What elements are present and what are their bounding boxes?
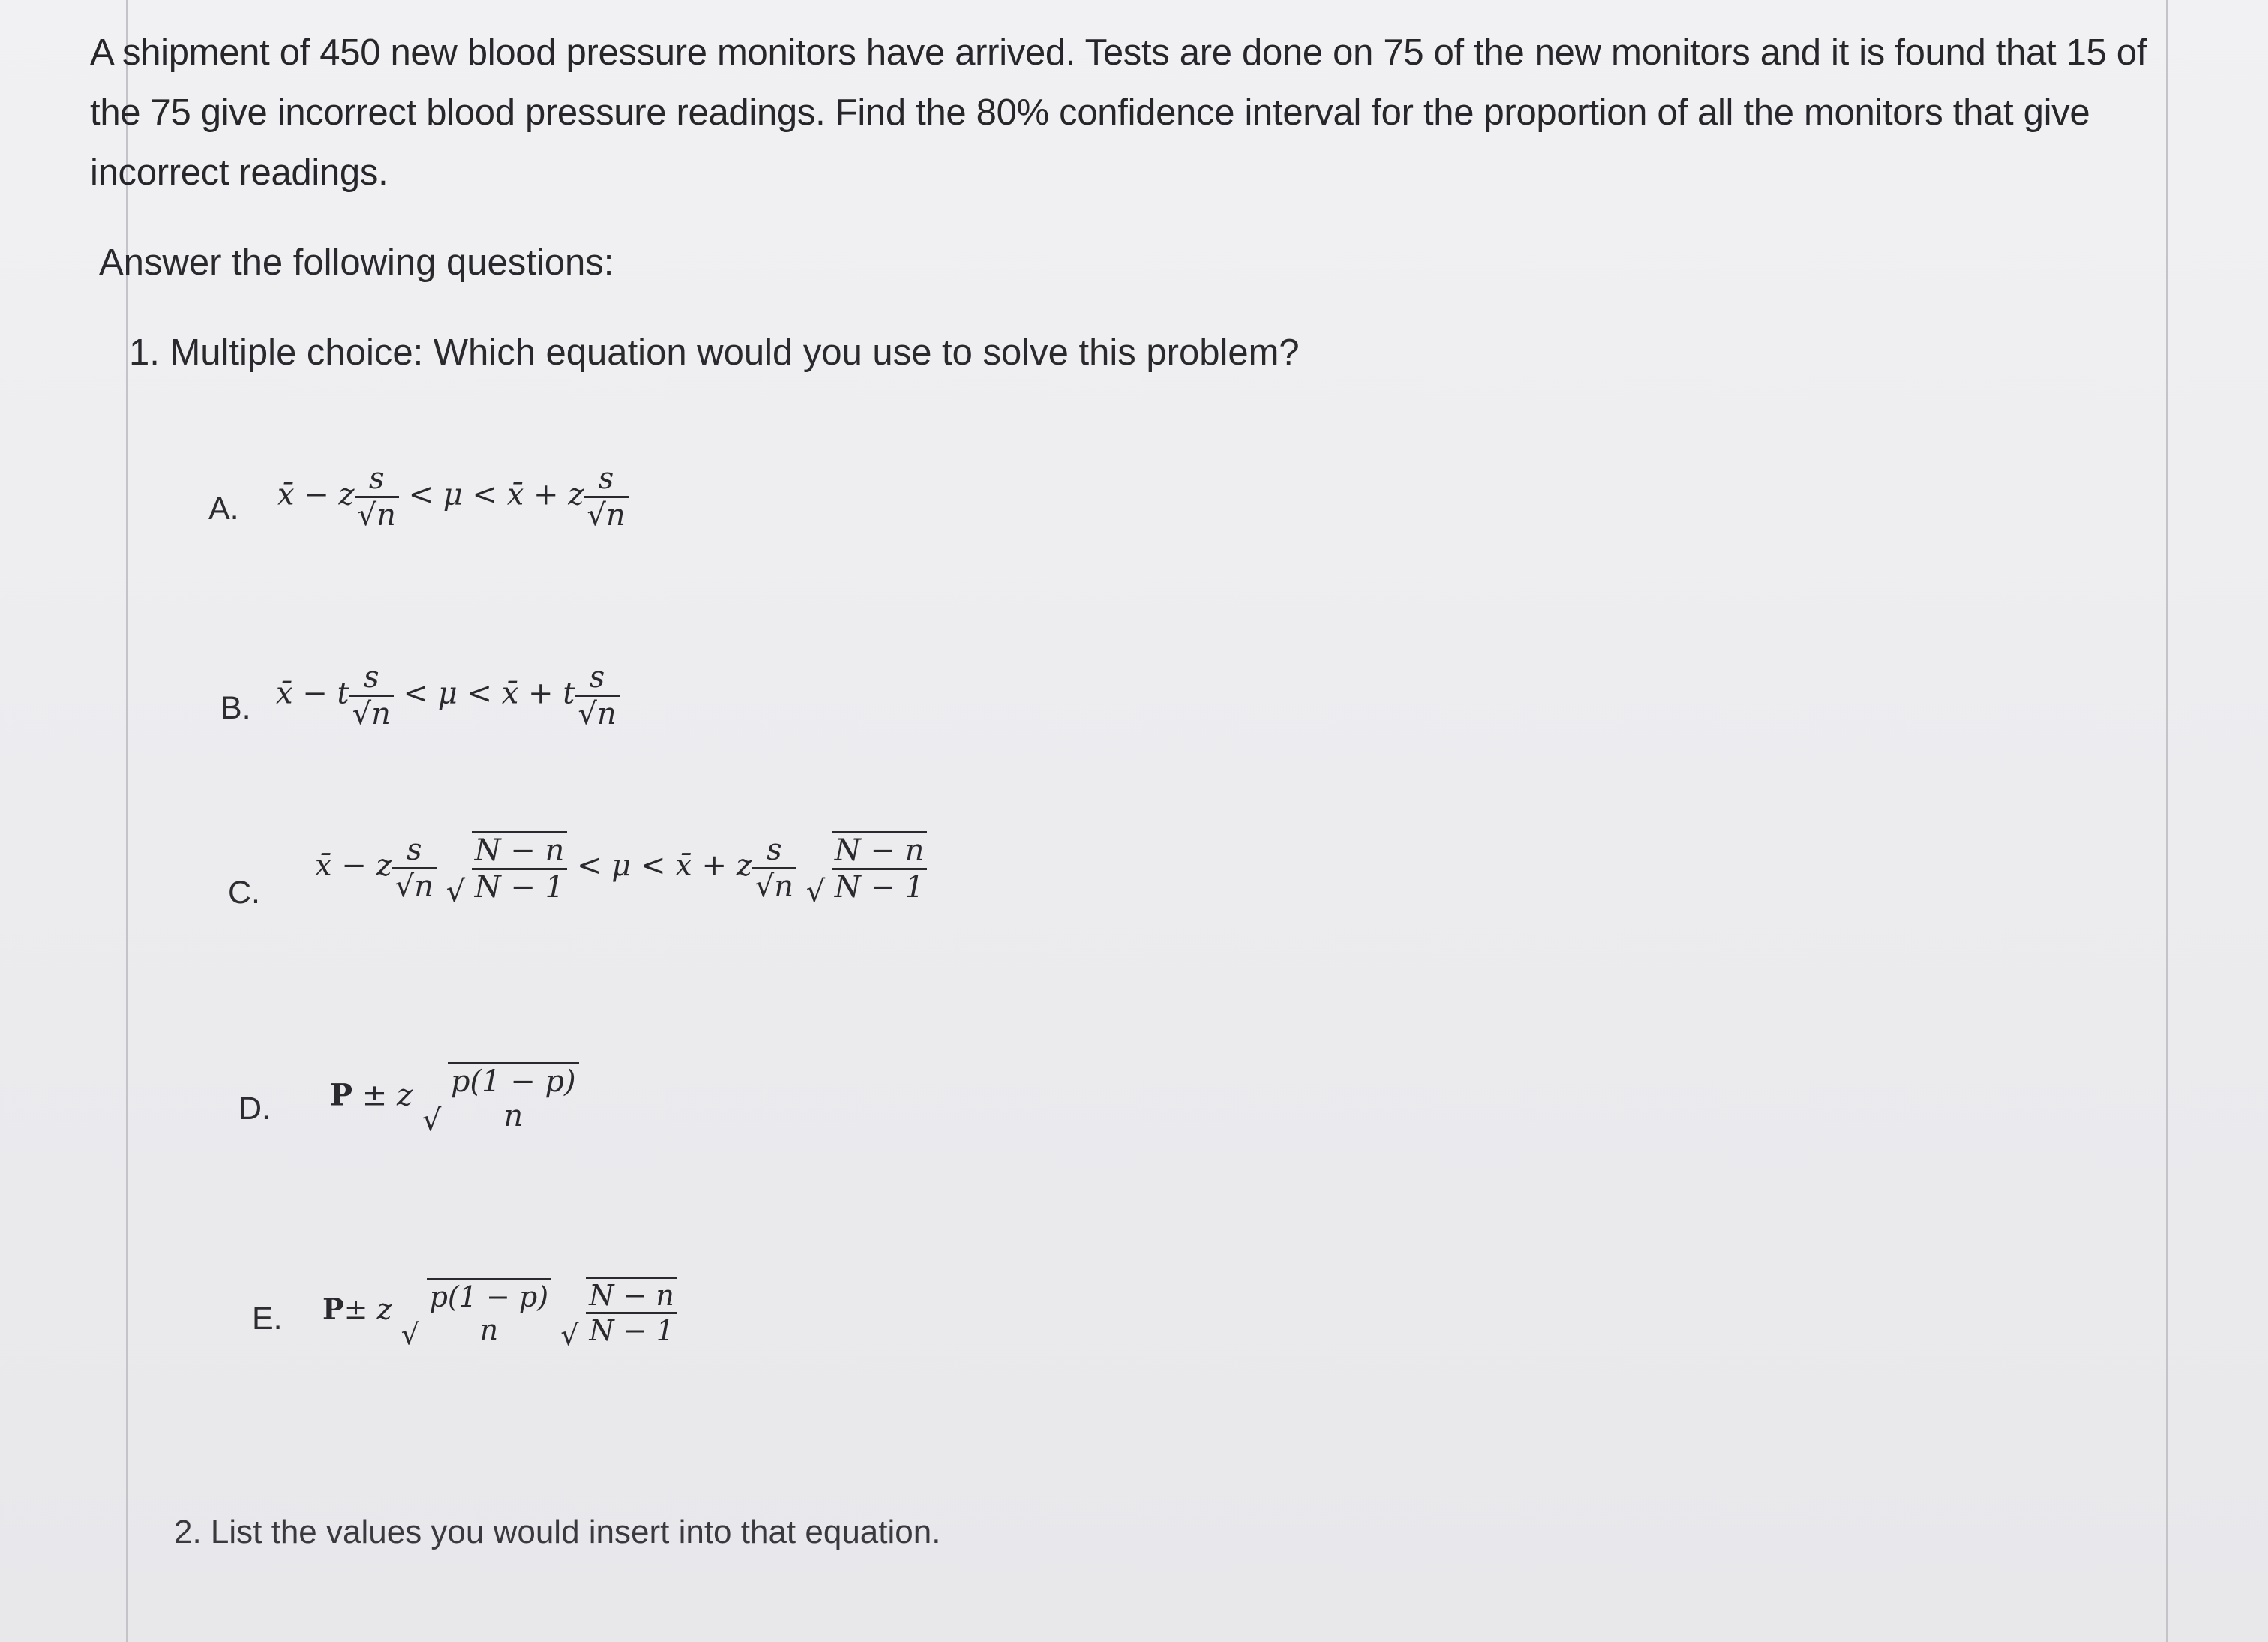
option-d-label[interactable]: D. bbox=[238, 1091, 271, 1127]
right-border bbox=[2166, 0, 2168, 1642]
option-d-formula[interactable]: P ± z √ p(1 − p) n bbox=[330, 1062, 579, 1133]
option-e-label[interactable]: E. bbox=[252, 1301, 283, 1337]
option-a-label[interactable]: A. bbox=[208, 491, 239, 527]
question-2-text: 2. List the values you would insert into that equation. bbox=[174, 1514, 941, 1550]
option-b-label[interactable]: B. bbox=[220, 690, 251, 726]
option-c-label[interactable]: C. bbox=[228, 875, 260, 911]
question-1-text: 1. Multiple choice: Which equation would you use to solve this problem? bbox=[129, 332, 1300, 373]
option-a-formula[interactable]: x̄ − z $\frac{s}{√n}$ < μ < x̄ + z $\frac{s}{√n}$ bbox=[278, 461, 628, 533]
option-c-formula[interactable]: x̄ − z $\frac{s}{√n}$ √ $\frac{N - n}{N - 1}$ < μ < x̄ + z $\frac{s}{√n}$ √ $\frac{N - n}{N - 1}$ bbox=[315, 831, 927, 905]
problem-statement: A shipment of 450 new blood pressure monitors have arrived. Tests are done on 75 of the new monitors and it is found that 15 of the 75 give incorrect blood pressure readings. Find the 80% confidence interval for the proportion of all the monitors that give incorrect readings. bbox=[90, 32, 2147, 193]
instructions-text: Answer the following questions: bbox=[99, 242, 614, 283]
option-b-formula[interactable]: x̄ − t $\frac{s}{√n}$ < μ < x̄ + t $\frac{s}{√n}$ bbox=[276, 660, 620, 731]
option-e-formula[interactable]: P± z √ p(1 − p) n √ $\frac{N - n}{N - 1}$ bbox=[322, 1277, 677, 1347]
